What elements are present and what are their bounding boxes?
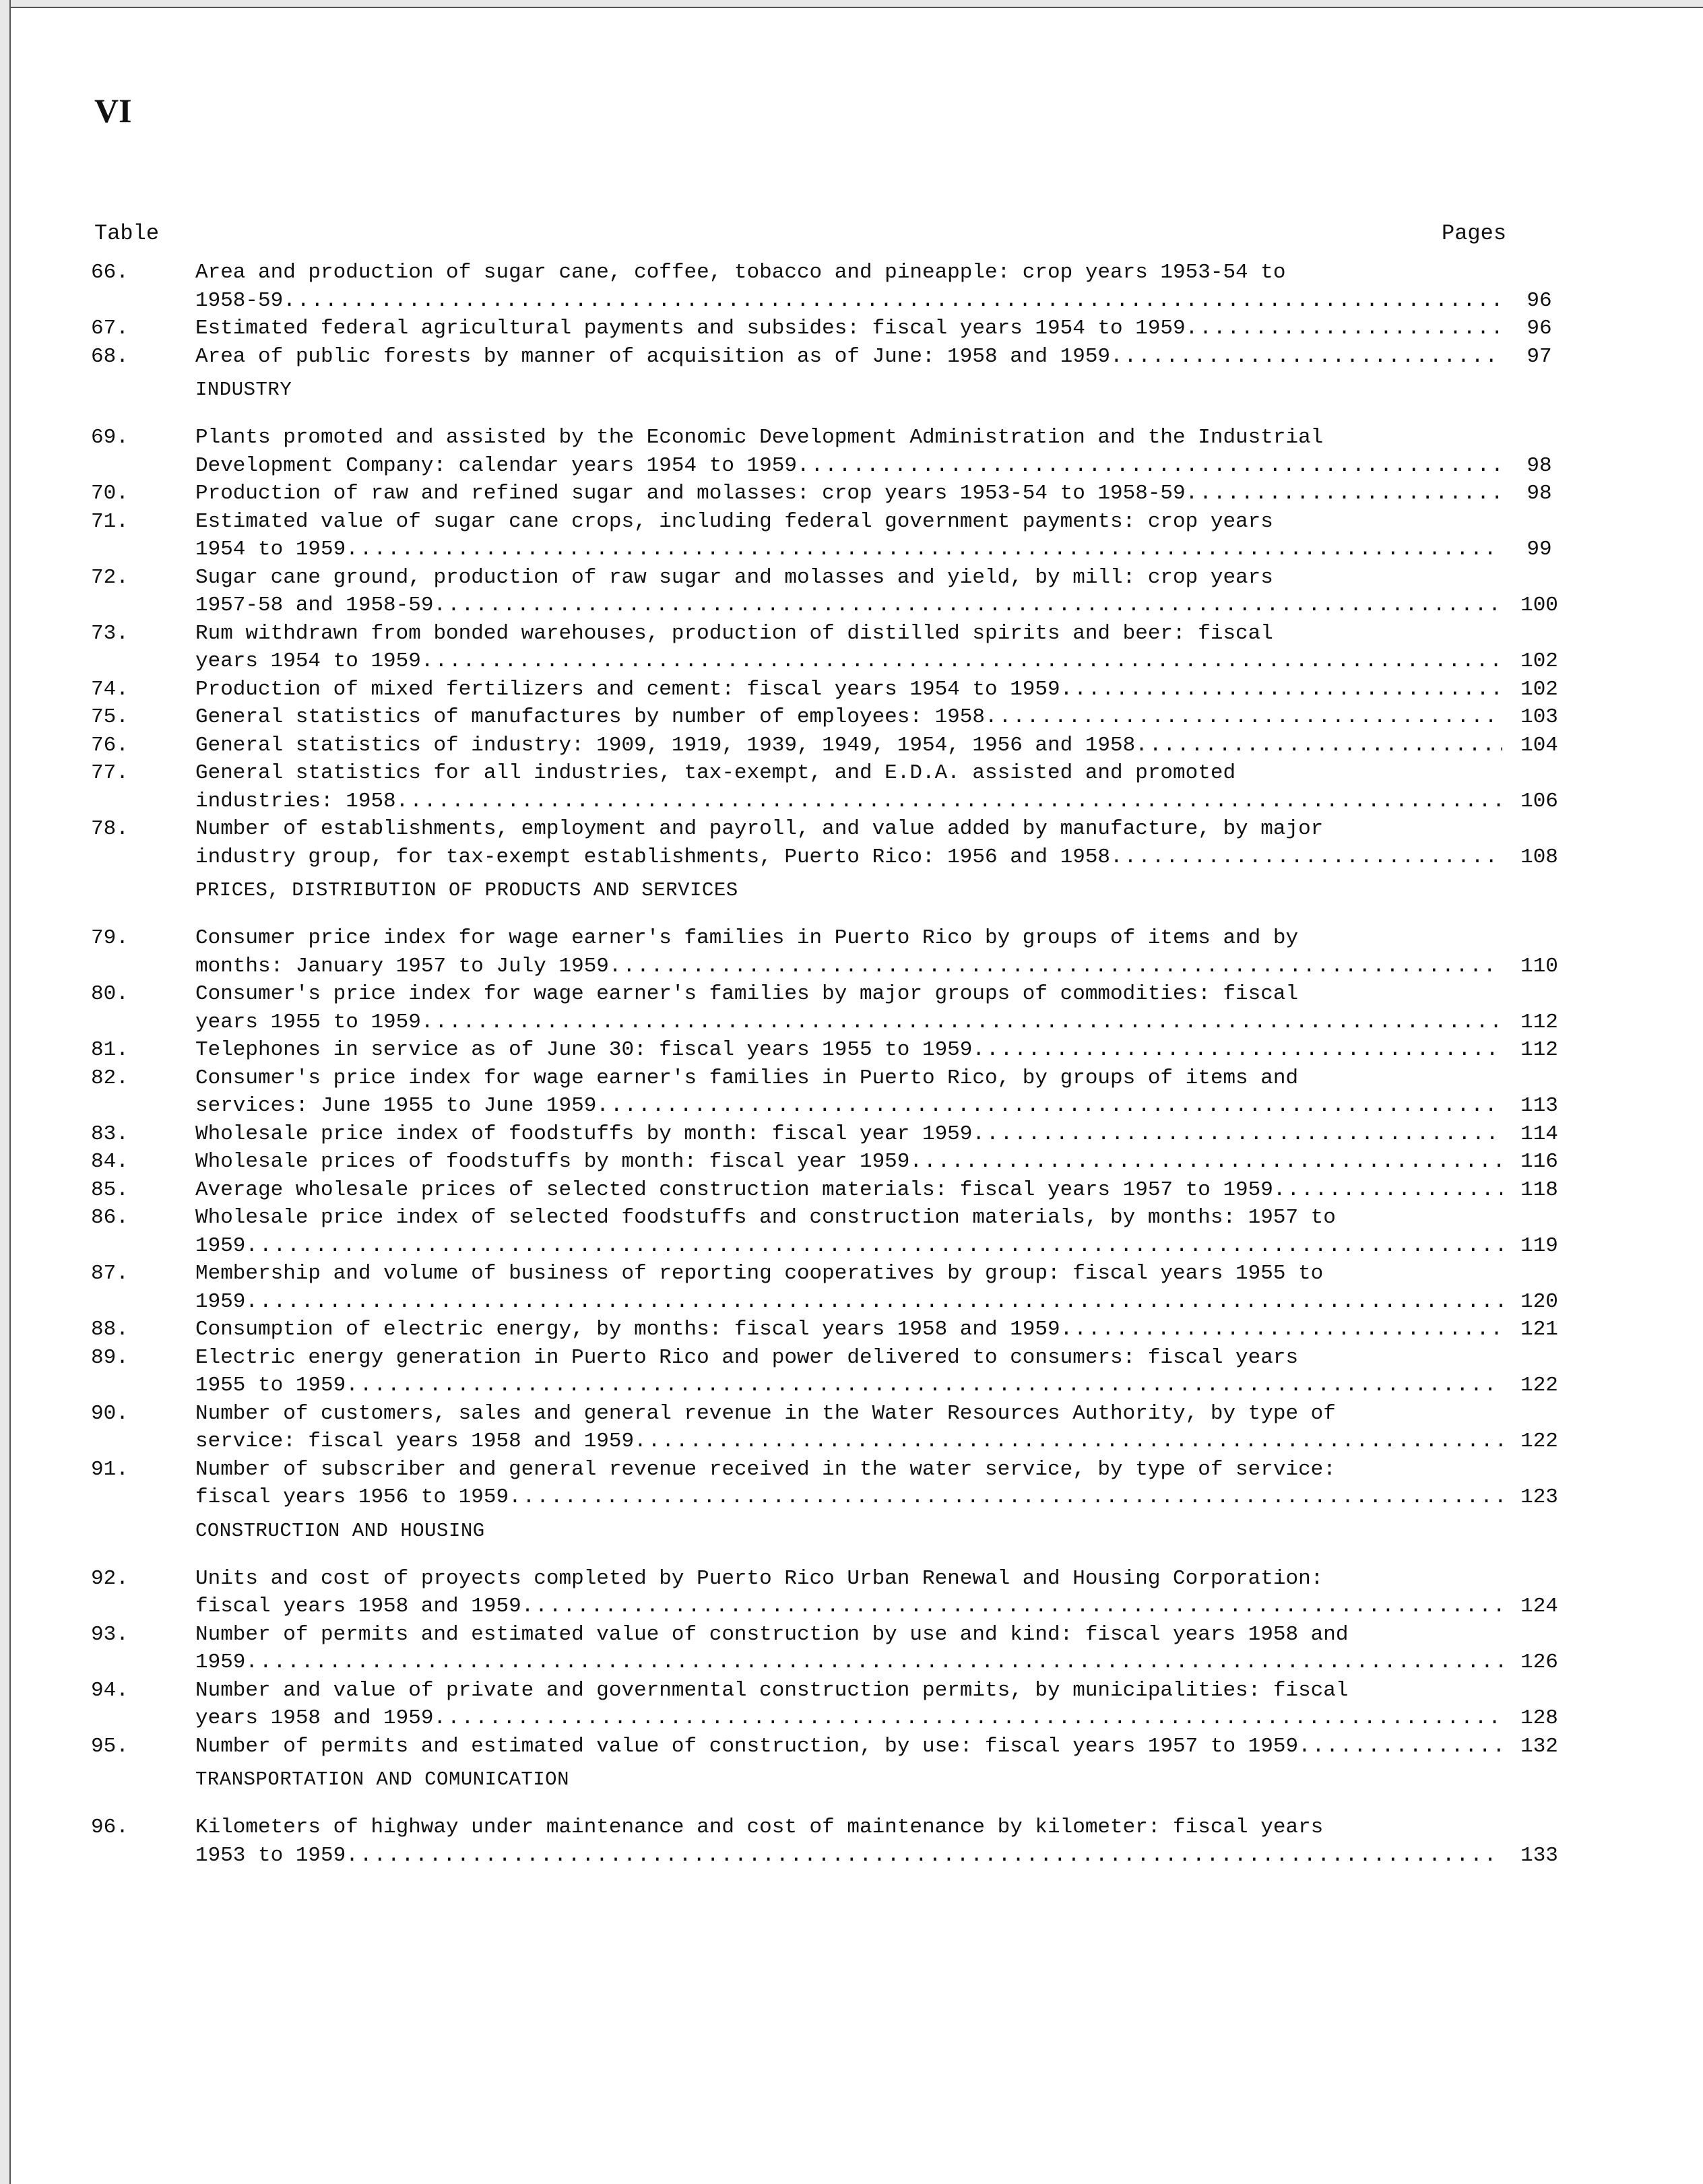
entry-title-text: Average wholesale prices of selected construction materials: fiscal years 1957 to 1959: [195, 1178, 1273, 1202]
dot-leader: [346, 1842, 1502, 1870]
toc-entry: [91, 1677, 1558, 1733]
page-number: 102: [1520, 677, 1558, 701]
toc-entry: [91, 815, 1558, 871]
dot-leader: [1110, 843, 1502, 872]
entry-title: [195, 536, 1502, 564]
page-number: 128: [1520, 1706, 1558, 1730]
table-number: 79.: [91, 926, 129, 950]
dot-leader: [245, 1648, 1502, 1677]
entry-title-text: 1959: [195, 1233, 246, 1258]
entry-title: Number of establishments, employment and payroll, and value added by manufacture, by major: [195, 817, 1324, 841]
entry-title: [195, 788, 1502, 816]
toc-entry: [91, 1148, 1558, 1176]
toc-entry: [91, 676, 1558, 704]
entry-title: [195, 1316, 1502, 1344]
page-number: 104: [1520, 733, 1558, 757]
dot-leader: [1298, 1733, 1502, 1761]
table-number: 80.: [91, 982, 129, 1006]
entry-title-text: 1955 to 1959: [195, 1374, 346, 1397]
page-number: 102: [1520, 649, 1558, 673]
dot-leader: [433, 1704, 1502, 1733]
toc-entry: [91, 480, 1552, 508]
page-number: 132: [1520, 1734, 1558, 1758]
toc-entry: [91, 1400, 1558, 1456]
entry-title: Estimated value of sugar cane crops, including federal government payments: crop years: [195, 509, 1273, 534]
dot-leader: [245, 1288, 1502, 1316]
page-number: 112: [1520, 1010, 1558, 1034]
page-number: 121: [1520, 1318, 1558, 1341]
dot-leader: [596, 1092, 1502, 1120]
entry-title: [195, 953, 1502, 981]
dot-leader: [972, 1036, 1502, 1064]
entry-title: Area and production of sugar cane, coffee, tobacco and pineapple: crop years 1953-54 to: [195, 261, 1286, 284]
entry-title: [195, 1704, 1502, 1733]
table-number: 71.: [91, 509, 129, 534]
dot-leader: [1060, 1316, 1502, 1344]
table-number: 74.: [91, 677, 129, 701]
entry-title: Membership and volume of business of reporting cooperatives by group: fiscal years 1955 to: [195, 1262, 1324, 1285]
entry-title: [195, 1842, 1502, 1870]
toc-entry: [91, 759, 1558, 815]
entry-title: Units and cost of proyects completed by Puerto Rico Urban Renewal and Housing Corporation:: [195, 1566, 1324, 1591]
entry-title: Number of subscriber and general revenue received in the water service, by type of service:: [195, 1457, 1336, 1481]
table-column-header: Table: [94, 221, 160, 246]
dot-leader: [634, 1427, 1502, 1456]
toc-entry: [91, 980, 1558, 1036]
entry-title: [195, 480, 1502, 508]
entry-title: Electric energy generation in Puerto Rico and power delivered to consumers: fiscal years: [195, 1345, 1299, 1370]
entry-title-text: fiscal years 1956 to 1959: [195, 1485, 509, 1509]
page-number: 113: [1520, 1094, 1558, 1118]
entry-title-text: Number of permits and estimated value of construction, by use: fiscal years 1957 to 1959: [195, 1734, 1299, 1758]
dot-leader: [1273, 1176, 1502, 1205]
page-number: 114: [1520, 1122, 1558, 1146]
dot-leader: [421, 1008, 1502, 1037]
toc-entry: [91, 924, 1558, 980]
page-number: 124: [1520, 1595, 1558, 1618]
entry-title: [195, 287, 1502, 315]
dot-leader: [985, 703, 1502, 732]
entry-title: [195, 1036, 1502, 1064]
entry-title: [195, 676, 1502, 704]
toc-entry: [91, 1565, 1558, 1621]
entry-title: [195, 452, 1502, 480]
page-number: 126: [1520, 1650, 1558, 1674]
scan-edge-top: [0, 0, 1703, 8]
page-number: 96: [1527, 317, 1552, 340]
entry-title: [195, 343, 1502, 371]
toc-entry: [91, 1344, 1558, 1400]
page-number: 122: [1520, 1374, 1558, 1397]
entry-title-text: General statistics of industry: 1909, 1919, 1939, 1949, 1954, 1956 and 1958: [195, 733, 1136, 757]
page-number: 108: [1520, 845, 1558, 869]
page-number: 118: [1520, 1178, 1558, 1202]
entry-title: Number and value of private and governmental construction permits, by municipalities: fiscal: [195, 1678, 1349, 1702]
dot-leader: [421, 647, 1502, 676]
table-number: 70.: [91, 482, 129, 505]
section-heading: CONSTRUCTION AND HOUSING: [195, 1519, 485, 1542]
toc-entry: [91, 620, 1558, 676]
entry-title-text: Development Company: calendar years 1954 to 1959: [195, 453, 797, 478]
dot-leader: [346, 1372, 1502, 1400]
entry-title: [195, 1148, 1502, 1176]
entry-title-text: years 1955 to 1959: [195, 1010, 421, 1034]
table-number: 96.: [91, 1816, 129, 1839]
dot-leader: [396, 788, 1502, 816]
entry-title: Consumer's price index for wage earner's families by major groups of commodities: fiscal: [195, 982, 1299, 1006]
entry-title: [195, 1733, 1502, 1761]
entry-title: [195, 647, 1502, 676]
toc-entry: [91, 1316, 1558, 1344]
entry-title: [195, 843, 1502, 872]
entry-title: Number of customers, sales and general revenue in the Water Resources Authority, by type of: [195, 1401, 1336, 1425]
entry-title: [195, 732, 1502, 760]
toc-entry: [91, 424, 1552, 480]
entry-title-text: fiscal years 1958 and 1959: [195, 1595, 521, 1618]
entry-title-text: years 1958 and 1959: [195, 1706, 434, 1730]
entry-title: [195, 315, 1502, 343]
toc-entry: [91, 732, 1558, 760]
table-of-contents: [91, 259, 1558, 1869]
table-number: 72.: [91, 565, 129, 589]
page-number: 99: [1527, 538, 1552, 561]
dot-leader: [909, 1148, 1502, 1176]
entry-title-text: Production of mixed fertilizers and cement: fiscal years 1954 to 1959: [195, 677, 1060, 701]
entry-title-text: 1959: [195, 1289, 246, 1314]
entry-title-text: General statistics of manufactures by number of employees: 1958: [195, 705, 985, 729]
entry-title: [195, 1288, 1502, 1316]
table-number: 84.: [91, 1150, 129, 1174]
entry-title: [195, 1120, 1502, 1149]
entry-title: General statistics for all industries, tax-exempt, and E.D.A. assisted and promoted: [195, 761, 1236, 785]
page-number: 116: [1520, 1150, 1558, 1174]
entry-title: [195, 703, 1502, 732]
page-number: 122: [1520, 1430, 1558, 1453]
dot-leader: [245, 1232, 1502, 1260]
entry-title-text: service: fiscal years 1958 and 1959: [195, 1430, 635, 1453]
entry-title: [195, 1008, 1502, 1037]
entry-title: [195, 1092, 1502, 1120]
toc-entry: [91, 1120, 1558, 1149]
toc-entry: [91, 259, 1552, 315]
entry-title-text: Area of public forests by manner of acquisition as of June: 1958 and 1959: [195, 344, 1111, 368]
entry-title-text: Production of raw and refined sugar and molasses: crop years 1953-54 to 1958-59: [195, 482, 1186, 505]
dot-leader: [797, 452, 1502, 480]
toc-entry: [91, 1813, 1558, 1869]
dot-leader: [521, 1593, 1502, 1621]
toc-entry: [91, 508, 1552, 564]
page-number: 100: [1520, 593, 1558, 617]
entry-title: [195, 1232, 1502, 1260]
entry-title-text: years 1954 to 1959: [195, 649, 421, 673]
table-number: 90.: [91, 1401, 129, 1425]
entry-title-text: Wholesale prices of foodstuffs by month: fiscal year 1959: [195, 1150, 910, 1174]
page-number: 119: [1520, 1233, 1558, 1258]
dot-leader: [509, 1483, 1502, 1512]
entry-title: Consumer price index for wage earner's families in Puerto Rico by groups of items and by: [195, 926, 1299, 950]
table-number: 85.: [91, 1178, 129, 1202]
table-number: 66.: [91, 261, 129, 284]
scan-edge-left: [0, 0, 11, 2184]
section-heading: PRICES, DISTRIBUTION OF PRODUCTS AND SERVICES: [195, 879, 738, 901]
entry-title: Rum withdrawn from bonded warehouses, production of distilled spirits and beer: fiscal: [195, 621, 1273, 645]
pages-column-header: Pages: [1442, 221, 1507, 246]
toc-entry: [91, 315, 1552, 343]
page-number: 110: [1520, 954, 1558, 978]
toc-entry: [91, 343, 1552, 371]
entry-title: Plants promoted and assisted by the Economic Development Administration and the Industrial: [195, 426, 1324, 449]
page-number: 112: [1520, 1038, 1558, 1062]
table-number: 69.: [91, 426, 129, 449]
dot-leader: [972, 1120, 1502, 1149]
toc-entry: [91, 564, 1558, 620]
entry-title-text: 1959: [195, 1650, 246, 1674]
page-number: 120: [1520, 1289, 1558, 1314]
table-number: 93.: [91, 1622, 129, 1646]
table-number: 94.: [91, 1678, 129, 1702]
page-number: 123: [1520, 1485, 1558, 1509]
toc-entry: [91, 1064, 1558, 1120]
page-number: 133: [1520, 1843, 1558, 1867]
dot-leader: [609, 953, 1502, 981]
entry-title: [195, 591, 1502, 620]
entry-title-text: 1958-59: [195, 288, 284, 313]
dot-leader: [1186, 480, 1502, 508]
entry-title: [195, 1372, 1502, 1400]
table-number: 87.: [91, 1262, 129, 1285]
entry-title-text: 1954 to 1959: [195, 538, 346, 561]
entry-title: [195, 1648, 1502, 1677]
entry-title-text: industries: 1958: [195, 789, 396, 813]
entry-title-text: Estimated federal agricultural payments and subsides: fiscal years 1954 to 1959: [195, 317, 1186, 340]
table-number: 82.: [91, 1066, 129, 1090]
toc-entry: [91, 1733, 1558, 1761]
table-number: 83.: [91, 1122, 129, 1146]
entry-title: [195, 1593, 1502, 1621]
entry-title: [195, 1176, 1502, 1205]
entry-title: Sugar cane ground, production of raw sugar and molasses and yield, by mill: crop years: [195, 565, 1273, 589]
page-number: 98: [1527, 453, 1552, 478]
table-number: 91.: [91, 1457, 129, 1481]
page-number: 103: [1520, 705, 1558, 729]
table-number: 92.: [91, 1566, 129, 1591]
entry-title-text: industry group, for tax-exempt establishments, Puerto Rico: 1956 and 1958: [195, 845, 1111, 869]
table-number: 78.: [91, 817, 129, 841]
dot-leader: [1186, 315, 1502, 343]
dot-leader: [1135, 732, 1502, 760]
entry-title: [195, 1483, 1502, 1512]
entry-title: [195, 1427, 1502, 1456]
page-number: 98: [1527, 482, 1552, 505]
toc-entry: [91, 1204, 1558, 1260]
entry-title: Kilometers of highway under maintenance and cost of maintenance by kilometer: fiscal years: [195, 1816, 1324, 1839]
dot-leader: [283, 287, 1502, 315]
section-heading: TRANSPORTATION AND COMUNICATION: [195, 1768, 569, 1791]
table-number: 89.: [91, 1345, 129, 1370]
dot-leader: [1110, 343, 1502, 371]
dot-leader: [433, 591, 1502, 620]
section-heading: INDUSTRY: [195, 379, 292, 401]
page-numeral: VI: [94, 92, 132, 129]
table-number: 88.: [91, 1318, 129, 1341]
entry-title-text: Telephones in service as of June 30: fiscal years 1955 to 1959: [195, 1038, 973, 1062]
entry-title-text: 1953 to 1959: [195, 1843, 346, 1867]
toc-entry: [91, 1036, 1558, 1064]
table-number: 67.: [91, 317, 129, 340]
table-number: 77.: [91, 761, 129, 785]
entry-title-text: months: January 1957 to July 1959: [195, 954, 609, 978]
entry-title-text: 1957-58 and 1958-59: [195, 593, 434, 617]
entry-title-text: Consumption of electric energy, by months: fiscal years 1958 and 1959: [195, 1318, 1060, 1341]
entry-title-text: services: June 1955 to June 1959: [195, 1094, 597, 1118]
table-number: 73.: [91, 621, 129, 645]
entry-title: Consumer's price index for wage earner's families in Puerto Rico, by groups of items and: [195, 1066, 1299, 1090]
toc-entry: [91, 1621, 1558, 1677]
table-number: 86.: [91, 1206, 129, 1229]
page-number: 106: [1520, 789, 1558, 813]
dot-leader: [1060, 676, 1502, 704]
toc-entry: [91, 1456, 1558, 1512]
entry-title-text: Wholesale price index of foodstuffs by month: fiscal year 1959: [195, 1122, 973, 1146]
table-number: 76.: [91, 733, 129, 757]
toc-entry: [91, 703, 1558, 732]
toc-entry: [91, 1260, 1558, 1316]
toc-entry: [91, 1176, 1558, 1205]
table-number: 68.: [91, 344, 129, 368]
table-number: 81.: [91, 1038, 129, 1062]
entry-title: Number of permits and estimated value of construction by use and kind: fiscal years 1958 and: [195, 1622, 1349, 1646]
page-number: 96: [1527, 288, 1552, 313]
page-number: 97: [1527, 344, 1552, 368]
table-number: 95.: [91, 1734, 129, 1758]
dot-leader: [346, 536, 1502, 564]
entry-title: Wholesale price index of selected foodstuffs and construction materials, by months: 1957 to: [195, 1206, 1336, 1229]
table-number: 75.: [91, 705, 129, 729]
